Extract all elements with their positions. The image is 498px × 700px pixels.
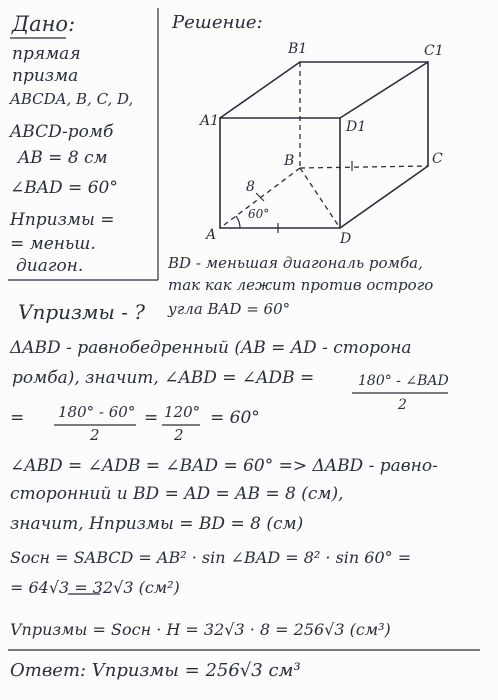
label-b: B <box>284 153 295 169</box>
given-title: Дано: <box>12 12 76 36</box>
fraction-numerator: 120° <box>164 403 201 421</box>
equals-sign: = <box>144 408 159 428</box>
label-b1: B1 <box>288 41 308 57</box>
find-line: = меньш. <box>10 234 96 254</box>
find-line: Hпризмы = <box>10 210 115 230</box>
label-a: A <box>206 227 217 243</box>
given-line: ABCD-ромб <box>10 122 114 142</box>
fraction-denominator: 2 <box>90 426 100 444</box>
solution-line: = 64√3 = 32√3 (см²) <box>10 578 180 597</box>
given-line: прямая <box>12 44 81 64</box>
solution-line: значит, Hпризмы = BD = 8 (см) <box>10 514 304 534</box>
solution-line: ΔABD - равнобедренный (AB = AD - сторона <box>10 338 412 358</box>
find-volume: Vпризмы - ? <box>18 300 145 324</box>
given-line: призма <box>12 66 79 86</box>
label-a1: A1 <box>200 113 220 129</box>
label-angle: 60° <box>248 207 270 221</box>
label-d: D <box>340 231 352 247</box>
solution-title: Решение: <box>172 12 263 33</box>
note-line: BD - меньшая диагональ ромба, <box>168 254 423 272</box>
label-c: C <box>432 151 443 167</box>
given-line: AB = 8 см <box>18 148 108 168</box>
fraction-denominator: 2 <box>398 397 407 413</box>
given-line: ∠BAD = 60° <box>10 178 118 198</box>
equals-sign: = <box>10 408 25 428</box>
find-line: диагон. <box>16 256 84 276</box>
fraction-numerator: 180° - ∠BAD <box>358 373 449 389</box>
solution-line: ∠ABD = ∠ADB = ∠BAD = 60° => ΔABD - равно- <box>10 456 438 476</box>
solution-line: Sосн = SABCD = AB² · sin ∠BAD = 8² · sin 60° = <box>10 548 412 567</box>
given-line: ABCDA, B, C, D, <box>10 90 134 108</box>
equals-result: = 60° <box>210 408 260 428</box>
label-side: 8 <box>246 179 255 195</box>
answer-line: Ответ: Vпризмы = 256√3 см³ <box>10 660 301 681</box>
solution-line: сторонний и BD = AD = AB = 8 (см), <box>10 484 344 504</box>
label-c1: C1 <box>424 43 444 59</box>
label-d1: D1 <box>346 119 367 135</box>
solution-line: Vпризмы = Sосн · H = 32√3 · 8 = 256√3 (см³) <box>10 620 391 639</box>
note-line: так как лежит против острого <box>168 276 434 294</box>
solution-line: ромба), значит, ∠ABD = ∠ADB = <box>12 368 315 388</box>
fraction-denominator: 2 <box>174 426 184 444</box>
note-line: угла BAD = 60° <box>168 300 291 318</box>
fraction-numerator: 180° - 60° <box>58 403 136 421</box>
